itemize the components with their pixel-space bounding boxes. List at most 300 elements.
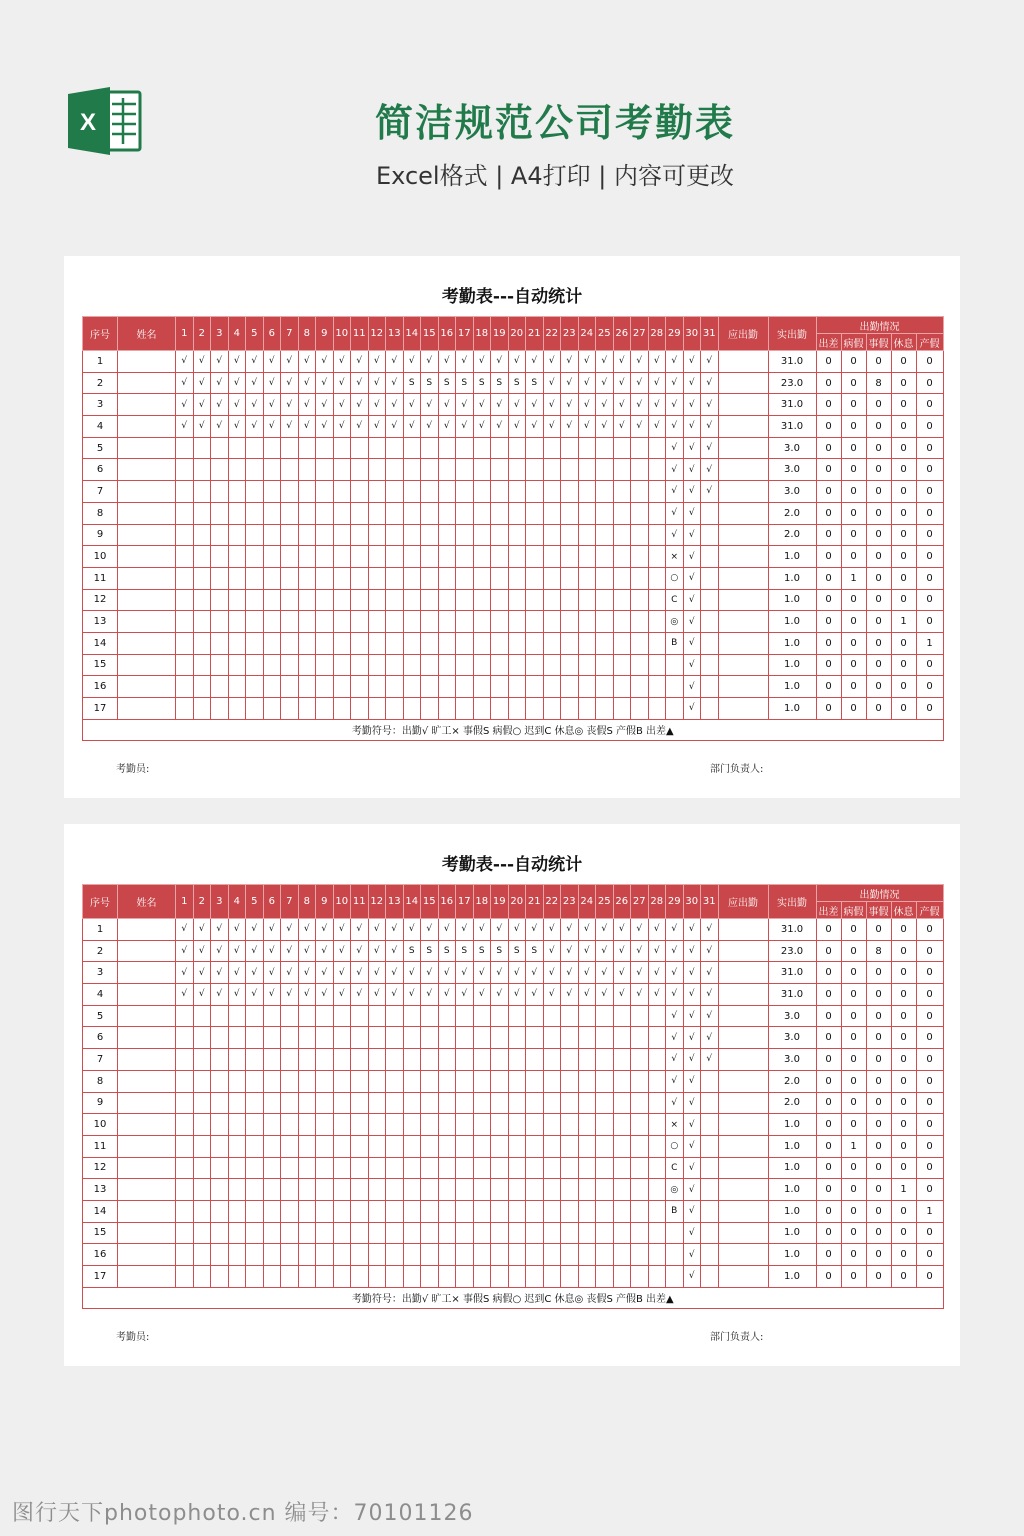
day-cell[interactable] xyxy=(526,1244,544,1266)
day-cell[interactable] xyxy=(403,589,421,611)
day-cell[interactable] xyxy=(473,698,491,720)
day-cell[interactable] xyxy=(368,1157,386,1179)
day-cell[interactable] xyxy=(368,1135,386,1157)
day-cell[interactable] xyxy=(228,1135,246,1157)
day-cell[interactable] xyxy=(298,1092,316,1114)
day-cell[interactable] xyxy=(508,1070,526,1092)
should-attend-cell[interactable] xyxy=(718,654,768,676)
day-cell[interactable] xyxy=(368,1070,386,1092)
day-cell[interactable] xyxy=(333,1070,351,1092)
day-cell[interactable] xyxy=(561,1200,579,1222)
day-cell[interactable] xyxy=(351,1049,369,1071)
day-cell[interactable] xyxy=(491,1114,509,1136)
day-cell[interactable]: √ xyxy=(193,962,211,984)
day-cell[interactable]: √ xyxy=(473,416,491,438)
day-cell[interactable] xyxy=(648,1114,666,1136)
day-cell[interactable] xyxy=(333,611,351,633)
row-name-cell[interactable] xyxy=(118,676,176,698)
day-cell[interactable]: √ xyxy=(176,351,194,373)
day-cell[interactable]: √ xyxy=(683,567,701,589)
day-cell[interactable]: √ xyxy=(683,1070,701,1092)
day-cell[interactable]: √ xyxy=(683,611,701,633)
day-cell[interactable] xyxy=(263,437,281,459)
day-cell[interactable] xyxy=(403,1092,421,1114)
day-cell[interactable]: √ xyxy=(281,416,299,438)
day-cell[interactable] xyxy=(281,481,299,503)
day-cell[interactable] xyxy=(613,1135,631,1157)
day-cell[interactable]: √ xyxy=(491,962,509,984)
day-cell[interactable] xyxy=(176,698,194,720)
day-cell[interactable] xyxy=(298,676,316,698)
day-cell[interactable]: √ xyxy=(613,919,631,941)
day-cell[interactable]: √ xyxy=(351,919,369,941)
day-cell[interactable]: √ xyxy=(176,416,194,438)
day-cell[interactable] xyxy=(316,567,334,589)
day-cell[interactable] xyxy=(526,1049,544,1071)
day-cell[interactable] xyxy=(631,1222,649,1244)
day-cell[interactable] xyxy=(368,676,386,698)
day-cell[interactable] xyxy=(228,1027,246,1049)
day-cell[interactable] xyxy=(508,1157,526,1179)
day-cell[interactable] xyxy=(368,654,386,676)
day-cell[interactable] xyxy=(508,1179,526,1201)
day-cell[interactable] xyxy=(176,546,194,568)
day-cell[interactable] xyxy=(281,1244,299,1266)
day-cell[interactable]: √ xyxy=(438,394,456,416)
day-cell[interactable]: √ xyxy=(578,372,596,394)
day-cell[interactable] xyxy=(561,611,579,633)
day-cell[interactable] xyxy=(526,589,544,611)
day-cell[interactable]: √ xyxy=(648,351,666,373)
day-cell[interactable] xyxy=(246,589,264,611)
day-cell[interactable]: √ xyxy=(561,351,579,373)
day-cell[interactable] xyxy=(193,654,211,676)
day-cell[interactable] xyxy=(456,589,474,611)
day-cell[interactable] xyxy=(596,1266,614,1288)
day-cell[interactable] xyxy=(561,1179,579,1201)
day-cell[interactable] xyxy=(386,1179,404,1201)
day-cell[interactable]: √ xyxy=(211,919,229,941)
day-cell[interactable] xyxy=(368,1092,386,1114)
day-cell[interactable] xyxy=(263,698,281,720)
day-cell[interactable] xyxy=(543,1005,561,1027)
day-cell[interactable]: √ xyxy=(543,919,561,941)
day-cell[interactable]: √ xyxy=(456,984,474,1006)
day-cell[interactable] xyxy=(526,1005,544,1027)
day-cell[interactable] xyxy=(246,1179,264,1201)
row-name-cell[interactable] xyxy=(118,1070,176,1092)
day-cell[interactable]: √ xyxy=(438,351,456,373)
day-cell[interactable] xyxy=(491,437,509,459)
day-cell[interactable]: √ xyxy=(403,984,421,1006)
day-cell[interactable] xyxy=(438,567,456,589)
day-cell[interactable] xyxy=(543,1157,561,1179)
day-cell[interactable]: √ xyxy=(386,984,404,1006)
day-cell[interactable] xyxy=(403,1070,421,1092)
day-cell[interactable] xyxy=(473,676,491,698)
day-cell[interactable]: √ xyxy=(473,351,491,373)
day-cell[interactable]: √ xyxy=(683,351,701,373)
day-cell[interactable] xyxy=(526,567,544,589)
day-cell[interactable] xyxy=(561,1222,579,1244)
day-cell[interactable] xyxy=(526,632,544,654)
day-cell[interactable] xyxy=(491,1049,509,1071)
day-cell[interactable] xyxy=(351,1070,369,1092)
day-cell[interactable] xyxy=(631,589,649,611)
day-cell[interactable] xyxy=(543,459,561,481)
day-cell[interactable] xyxy=(228,1157,246,1179)
day-cell[interactable]: √ xyxy=(701,416,719,438)
day-cell[interactable] xyxy=(631,524,649,546)
day-cell[interactable]: √ xyxy=(368,940,386,962)
day-cell[interactable] xyxy=(333,1135,351,1157)
day-cell[interactable] xyxy=(193,1070,211,1092)
day-cell[interactable] xyxy=(456,1135,474,1157)
day-cell[interactable]: √ xyxy=(246,394,264,416)
should-attend-cell[interactable] xyxy=(718,676,768,698)
day-cell[interactable]: √ xyxy=(368,351,386,373)
day-cell[interactable]: √ xyxy=(561,940,579,962)
day-cell[interactable] xyxy=(543,698,561,720)
day-cell[interactable] xyxy=(526,1222,544,1244)
day-cell[interactable] xyxy=(351,1005,369,1027)
day-cell[interactable] xyxy=(386,1027,404,1049)
day-cell[interactable] xyxy=(473,546,491,568)
day-cell[interactable]: √ xyxy=(526,351,544,373)
day-cell[interactable]: √ xyxy=(683,546,701,568)
day-cell[interactable] xyxy=(386,1266,404,1288)
day-cell[interactable] xyxy=(298,1027,316,1049)
day-cell[interactable] xyxy=(386,481,404,503)
day-cell[interactable] xyxy=(281,1070,299,1092)
day-cell[interactable] xyxy=(281,546,299,568)
day-cell[interactable] xyxy=(386,546,404,568)
day-cell[interactable] xyxy=(211,1114,229,1136)
day-cell[interactable] xyxy=(368,1244,386,1266)
day-cell[interactable] xyxy=(508,1027,526,1049)
day-cell[interactable] xyxy=(543,1070,561,1092)
day-cell[interactable] xyxy=(351,1244,369,1266)
day-cell[interactable] xyxy=(333,459,351,481)
day-cell[interactable] xyxy=(316,1070,334,1092)
day-cell[interactable] xyxy=(701,1179,719,1201)
should-attend-cell[interactable] xyxy=(718,984,768,1006)
day-cell[interactable] xyxy=(368,1266,386,1288)
day-cell[interactable] xyxy=(263,481,281,503)
day-cell[interactable]: √ xyxy=(193,919,211,941)
day-cell[interactable] xyxy=(176,1092,194,1114)
day-cell[interactable] xyxy=(613,1070,631,1092)
day-cell[interactable]: √ xyxy=(193,984,211,1006)
day-cell[interactable] xyxy=(386,437,404,459)
day-cell[interactable] xyxy=(281,1049,299,1071)
day-cell[interactable] xyxy=(701,524,719,546)
day-cell[interactable] xyxy=(298,1200,316,1222)
day-cell[interactable] xyxy=(281,1114,299,1136)
day-cell[interactable] xyxy=(281,1179,299,1201)
day-cell[interactable] xyxy=(701,1157,719,1179)
day-cell[interactable] xyxy=(456,459,474,481)
day-cell[interactable]: √ xyxy=(456,919,474,941)
day-cell[interactable] xyxy=(211,481,229,503)
day-cell[interactable] xyxy=(596,481,614,503)
day-cell[interactable]: √ xyxy=(456,416,474,438)
day-cell[interactable] xyxy=(648,567,666,589)
day-cell[interactable] xyxy=(543,1200,561,1222)
day-cell[interactable] xyxy=(193,632,211,654)
day-cell[interactable] xyxy=(701,1222,719,1244)
day-cell[interactable] xyxy=(421,1114,439,1136)
day-cell[interactable] xyxy=(456,1070,474,1092)
day-cell[interactable] xyxy=(316,1157,334,1179)
day-cell[interactable] xyxy=(176,1135,194,1157)
day-cell[interactable]: √ xyxy=(421,962,439,984)
day-cell[interactable]: √ xyxy=(701,1027,719,1049)
day-cell[interactable] xyxy=(543,481,561,503)
day-cell[interactable] xyxy=(596,698,614,720)
day-cell[interactable] xyxy=(456,1049,474,1071)
day-cell[interactable] xyxy=(333,1092,351,1114)
day-cell[interactable]: √ xyxy=(211,416,229,438)
day-cell[interactable] xyxy=(701,611,719,633)
day-cell[interactable] xyxy=(648,502,666,524)
day-cell[interactable] xyxy=(176,1070,194,1092)
day-cell[interactable]: √ xyxy=(613,962,631,984)
day-cell[interactable] xyxy=(456,1092,474,1114)
day-cell[interactable] xyxy=(351,1179,369,1201)
day-cell[interactable]: √ xyxy=(561,984,579,1006)
day-cell[interactable] xyxy=(508,1200,526,1222)
day-cell[interactable] xyxy=(228,698,246,720)
day-cell[interactable] xyxy=(438,1266,456,1288)
day-cell[interactable] xyxy=(561,632,579,654)
day-cell[interactable] xyxy=(263,589,281,611)
day-cell[interactable]: √ xyxy=(193,351,211,373)
day-cell[interactable] xyxy=(578,524,596,546)
day-cell[interactable]: S xyxy=(456,940,474,962)
day-cell[interactable]: √ xyxy=(666,940,684,962)
day-cell[interactable] xyxy=(333,1200,351,1222)
row-name-cell[interactable] xyxy=(118,1135,176,1157)
day-cell[interactable] xyxy=(421,676,439,698)
day-cell[interactable] xyxy=(508,611,526,633)
day-cell[interactable]: √ xyxy=(561,962,579,984)
day-cell[interactable] xyxy=(228,1114,246,1136)
day-cell[interactable] xyxy=(368,481,386,503)
day-cell[interactable]: √ xyxy=(666,1027,684,1049)
day-cell[interactable]: √ xyxy=(386,351,404,373)
day-cell[interactable] xyxy=(613,1114,631,1136)
day-cell[interactable]: √ xyxy=(403,351,421,373)
day-cell[interactable] xyxy=(456,1200,474,1222)
day-cell[interactable] xyxy=(211,698,229,720)
day-cell[interactable]: √ xyxy=(298,962,316,984)
day-cell[interactable] xyxy=(491,589,509,611)
day-cell[interactable]: √ xyxy=(386,394,404,416)
day-cell[interactable]: √ xyxy=(683,1200,701,1222)
day-cell[interactable]: √ xyxy=(491,984,509,1006)
day-cell[interactable]: √ xyxy=(333,416,351,438)
day-cell[interactable] xyxy=(491,1005,509,1027)
day-cell[interactable] xyxy=(298,1244,316,1266)
day-cell[interactable] xyxy=(438,1114,456,1136)
day-cell[interactable] xyxy=(176,676,194,698)
day-cell[interactable] xyxy=(421,546,439,568)
day-cell[interactable] xyxy=(508,1092,526,1114)
day-cell[interactable] xyxy=(526,1200,544,1222)
day-cell[interactable] xyxy=(491,1222,509,1244)
day-cell[interactable] xyxy=(228,1179,246,1201)
day-cell[interactable] xyxy=(631,698,649,720)
day-cell[interactable] xyxy=(456,676,474,698)
should-attend-cell[interactable] xyxy=(718,1244,768,1266)
day-cell[interactable] xyxy=(596,437,614,459)
day-cell[interactable]: √ xyxy=(316,919,334,941)
should-attend-cell[interactable] xyxy=(718,632,768,654)
should-attend-cell[interactable] xyxy=(718,1027,768,1049)
day-cell[interactable] xyxy=(403,1266,421,1288)
day-cell[interactable]: √ xyxy=(613,372,631,394)
day-cell[interactable]: √ xyxy=(316,984,334,1006)
row-name-cell[interactable] xyxy=(118,1222,176,1244)
day-cell[interactable]: √ xyxy=(683,1114,701,1136)
should-attend-cell[interactable] xyxy=(718,1157,768,1179)
day-cell[interactable] xyxy=(491,698,509,720)
day-cell[interactable]: √ xyxy=(176,962,194,984)
day-cell[interactable]: √ xyxy=(543,984,561,1006)
day-cell[interactable] xyxy=(578,1049,596,1071)
day-cell[interactable] xyxy=(613,567,631,589)
day-cell[interactable] xyxy=(246,654,264,676)
day-cell[interactable] xyxy=(491,567,509,589)
day-cell[interactable] xyxy=(403,1222,421,1244)
day-cell[interactable]: ◎ xyxy=(666,1179,684,1201)
day-cell[interactable] xyxy=(596,1157,614,1179)
day-cell[interactable]: √ xyxy=(316,962,334,984)
day-cell[interactable] xyxy=(596,654,614,676)
day-cell[interactable]: √ xyxy=(666,919,684,941)
day-cell[interactable] xyxy=(596,567,614,589)
day-cell[interactable] xyxy=(333,654,351,676)
day-cell[interactable] xyxy=(351,1092,369,1114)
day-cell[interactable]: × xyxy=(666,546,684,568)
day-cell[interactable] xyxy=(246,1244,264,1266)
day-cell[interactable] xyxy=(508,502,526,524)
day-cell[interactable]: √ xyxy=(386,372,404,394)
day-cell[interactable]: √ xyxy=(403,962,421,984)
day-cell[interactable] xyxy=(421,611,439,633)
day-cell[interactable] xyxy=(526,459,544,481)
day-cell[interactable]: √ xyxy=(543,351,561,373)
day-cell[interactable] xyxy=(176,437,194,459)
day-cell[interactable] xyxy=(648,1244,666,1266)
day-cell[interactable] xyxy=(596,676,614,698)
day-cell[interactable] xyxy=(508,654,526,676)
day-cell[interactable] xyxy=(438,1005,456,1027)
day-cell[interactable] xyxy=(211,611,229,633)
day-cell[interactable]: ○ xyxy=(666,567,684,589)
day-cell[interactable]: √ xyxy=(228,962,246,984)
day-cell[interactable]: √ xyxy=(316,416,334,438)
day-cell[interactable]: √ xyxy=(648,984,666,1006)
should-attend-cell[interactable] xyxy=(718,919,768,941)
day-cell[interactable]: S xyxy=(491,372,509,394)
day-cell[interactable] xyxy=(351,1200,369,1222)
day-cell[interactable]: √ xyxy=(683,1092,701,1114)
day-cell[interactable]: √ xyxy=(281,394,299,416)
day-cell[interactable]: √ xyxy=(526,984,544,1006)
day-cell[interactable]: √ xyxy=(333,372,351,394)
day-cell[interactable] xyxy=(193,1179,211,1201)
day-cell[interactable] xyxy=(228,567,246,589)
day-cell[interactable] xyxy=(176,502,194,524)
day-cell[interactable]: S xyxy=(526,372,544,394)
day-cell[interactable] xyxy=(246,632,264,654)
day-cell[interactable] xyxy=(561,546,579,568)
day-cell[interactable]: √ xyxy=(491,919,509,941)
day-cell[interactable] xyxy=(648,1092,666,1114)
day-cell[interactable] xyxy=(403,1049,421,1071)
day-cell[interactable] xyxy=(246,1222,264,1244)
day-cell[interactable] xyxy=(403,1179,421,1201)
day-cell[interactable]: √ xyxy=(456,962,474,984)
day-cell[interactable] xyxy=(351,1114,369,1136)
day-cell[interactable] xyxy=(368,1027,386,1049)
day-cell[interactable] xyxy=(421,1179,439,1201)
day-cell[interactable]: √ xyxy=(508,394,526,416)
day-cell[interactable]: √ xyxy=(666,962,684,984)
day-cell[interactable] xyxy=(596,459,614,481)
day-cell[interactable] xyxy=(246,437,264,459)
day-cell[interactable]: √ xyxy=(211,394,229,416)
day-cell[interactable]: S xyxy=(421,372,439,394)
day-cell[interactable] xyxy=(631,1005,649,1027)
day-cell[interactable] xyxy=(578,1027,596,1049)
day-cell[interactable]: √ xyxy=(648,394,666,416)
day-cell[interactable] xyxy=(491,1135,509,1157)
day-cell[interactable] xyxy=(246,1049,264,1071)
day-cell[interactable] xyxy=(386,1244,404,1266)
day-cell[interactable]: √ xyxy=(228,919,246,941)
day-cell[interactable] xyxy=(263,1266,281,1288)
day-cell[interactable]: √ xyxy=(666,459,684,481)
day-cell[interactable]: √ xyxy=(351,351,369,373)
day-cell[interactable]: √ xyxy=(666,524,684,546)
day-cell[interactable] xyxy=(438,459,456,481)
day-cell[interactable] xyxy=(228,589,246,611)
day-cell[interactable] xyxy=(351,589,369,611)
day-cell[interactable] xyxy=(543,1027,561,1049)
day-cell[interactable] xyxy=(596,1244,614,1266)
day-cell[interactable] xyxy=(613,546,631,568)
day-cell[interactable]: √ xyxy=(613,984,631,1006)
day-cell[interactable] xyxy=(613,1200,631,1222)
day-cell[interactable] xyxy=(491,1157,509,1179)
day-cell[interactable] xyxy=(403,1200,421,1222)
day-cell[interactable] xyxy=(386,1222,404,1244)
day-cell[interactable] xyxy=(333,567,351,589)
day-cell[interactable] xyxy=(578,698,596,720)
day-cell[interactable] xyxy=(281,654,299,676)
day-cell[interactable] xyxy=(473,1049,491,1071)
day-cell[interactable] xyxy=(298,437,316,459)
day-cell[interactable] xyxy=(386,1200,404,1222)
day-cell[interactable]: √ xyxy=(351,962,369,984)
day-cell[interactable] xyxy=(473,632,491,654)
day-cell[interactable]: √ xyxy=(683,502,701,524)
day-cell[interactable] xyxy=(263,524,281,546)
day-cell[interactable] xyxy=(578,567,596,589)
